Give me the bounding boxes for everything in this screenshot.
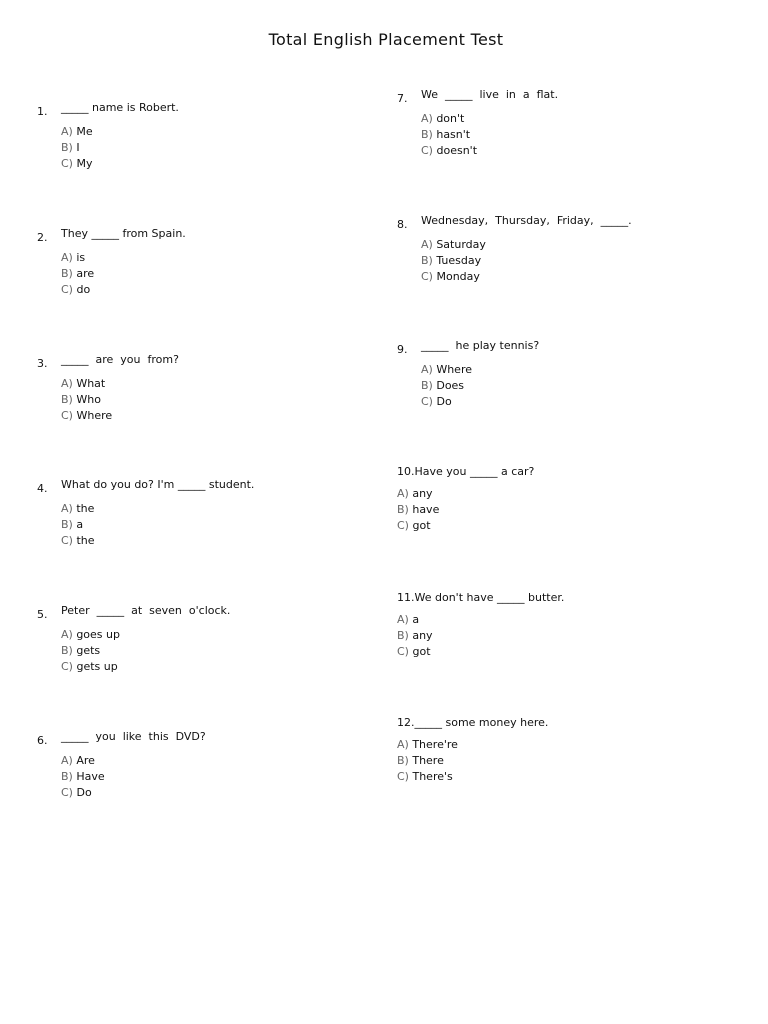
option-text: Me xyxy=(76,125,93,138)
answer-option-a[interactable] xyxy=(61,124,93,140)
option-text: Who xyxy=(76,393,101,406)
question-text: We don't have _____ butter. xyxy=(414,591,565,604)
option-text: a xyxy=(76,518,84,531)
option-letter: B) xyxy=(397,629,409,642)
page-title: Total English Placement Test xyxy=(268,30,504,49)
option-text: doesn't xyxy=(436,144,478,157)
question-text: Wednesday, Thursday, Friday, _____. xyxy=(421,214,632,227)
answer-options xyxy=(61,627,120,675)
question-number: 11. xyxy=(397,591,415,604)
answer-option-c[interactable] xyxy=(61,156,93,172)
answer-options xyxy=(421,111,477,159)
answer-options xyxy=(397,612,433,660)
answer-option-b[interactable] xyxy=(61,769,105,785)
answer-option-b[interactable] xyxy=(397,753,458,769)
option-text: gets xyxy=(76,644,101,657)
option-text: My xyxy=(76,157,93,170)
option-letter: B) xyxy=(61,141,73,154)
answer-option-b[interactable] xyxy=(61,140,93,156)
answer-option-a[interactable] xyxy=(61,376,112,392)
answer-options xyxy=(421,362,472,410)
option-text: the xyxy=(76,534,95,547)
question-text: Have you _____ a car? xyxy=(414,465,535,478)
option-letter: C) xyxy=(61,660,73,673)
option-letter: C) xyxy=(61,786,73,799)
option-letter: A) xyxy=(421,238,433,251)
option-text: have xyxy=(412,503,440,516)
answer-option-c[interactable] xyxy=(421,269,486,285)
option-text: I xyxy=(76,141,80,154)
question-text: _____ name is Robert. xyxy=(61,101,179,114)
option-text: Where xyxy=(76,409,113,422)
option-text: is xyxy=(76,251,86,264)
option-text: gets up xyxy=(76,660,118,673)
option-letter: A) xyxy=(61,377,73,390)
answer-option-a[interactable] xyxy=(421,111,477,127)
option-letter: A) xyxy=(61,628,73,641)
option-letter: B) xyxy=(61,770,73,783)
option-text: Saturday xyxy=(436,238,486,251)
answer-option-a[interactable] xyxy=(397,612,433,628)
option-text: Do xyxy=(436,395,452,408)
answer-option-b[interactable] xyxy=(61,517,95,533)
option-text: the xyxy=(76,502,95,515)
option-letter: A) xyxy=(397,738,409,751)
answer-option-c[interactable] xyxy=(61,659,120,675)
option-letter: A) xyxy=(61,502,73,515)
answer-option-b[interactable] xyxy=(61,643,120,659)
option-text: What xyxy=(76,377,106,390)
answer-option-c[interactable] xyxy=(397,518,439,534)
option-letter: B) xyxy=(421,379,433,392)
option-letter: A) xyxy=(61,251,73,264)
option-text: Do xyxy=(76,786,92,799)
question-number: 6. xyxy=(37,734,48,747)
option-letter: A) xyxy=(61,754,73,767)
option-text: There's xyxy=(412,770,453,783)
option-text: a xyxy=(412,613,420,626)
option-letter: C) xyxy=(61,534,73,547)
question-text: _____ are you from? xyxy=(61,353,179,366)
question-number: 3. xyxy=(37,357,48,370)
answer-option-c[interactable] xyxy=(397,769,458,785)
question-text: They _____ from Spain. xyxy=(61,227,186,240)
question-number: 2. xyxy=(37,231,48,244)
answer-option-a[interactable] xyxy=(61,753,105,769)
answer-option-a[interactable] xyxy=(61,501,95,517)
option-letter: B) xyxy=(397,754,409,767)
option-text: any xyxy=(412,487,433,500)
answer-option-c[interactable] xyxy=(61,533,95,549)
option-letter: A) xyxy=(397,487,409,500)
answer-options xyxy=(397,486,439,534)
option-text: There're xyxy=(412,738,458,751)
option-text: Does xyxy=(436,379,465,392)
answer-options xyxy=(61,501,95,549)
answer-option-c[interactable] xyxy=(61,785,105,801)
answer-option-a[interactable] xyxy=(397,486,439,502)
option-letter: A) xyxy=(421,112,433,125)
option-text: Monday xyxy=(436,270,480,283)
answer-options xyxy=(61,250,94,298)
option-letter: C) xyxy=(421,144,433,157)
question-number: 5. xyxy=(37,608,48,621)
option-text: Have xyxy=(76,770,105,783)
question-number: 12. xyxy=(397,716,415,729)
option-text: Tuesday xyxy=(436,254,482,267)
answer-options xyxy=(421,237,486,285)
answer-option-c[interactable] xyxy=(61,282,94,298)
answer-option-b[interactable] xyxy=(397,502,439,518)
option-text: don't xyxy=(436,112,465,125)
question-number: 10. xyxy=(397,465,415,478)
answer-option-b[interactable] xyxy=(61,266,94,282)
option-letter: A) xyxy=(397,613,409,626)
answer-option-a[interactable] xyxy=(61,250,94,266)
option-letter: C) xyxy=(61,157,73,170)
answer-options xyxy=(61,376,112,424)
option-letter: C) xyxy=(61,283,73,296)
option-text: Are xyxy=(76,754,95,767)
answer-option-c[interactable] xyxy=(397,644,433,660)
answer-option-c[interactable] xyxy=(61,408,112,424)
question-number: 7. xyxy=(397,92,408,105)
option-text: got xyxy=(412,519,431,532)
answer-option-c[interactable] xyxy=(421,143,477,159)
option-letter: B) xyxy=(61,393,73,406)
option-letter: B) xyxy=(61,644,73,657)
answer-options xyxy=(61,753,105,801)
question-number: 8. xyxy=(397,218,408,231)
question-text: _____ he play tennis? xyxy=(421,339,540,352)
question-number: 1. xyxy=(37,105,48,118)
option-text: got xyxy=(412,645,431,658)
question-number: 4. xyxy=(37,482,48,495)
question-text: _____ you like this DVD? xyxy=(61,730,206,743)
option-letter: C) xyxy=(61,409,73,422)
question-text: What do you do? I'm _____ student. xyxy=(61,478,255,491)
option-text: There xyxy=(412,754,444,767)
option-letter: B) xyxy=(61,267,73,280)
option-letter: B) xyxy=(421,128,433,141)
answer-option-b[interactable] xyxy=(421,253,486,269)
answer-options xyxy=(397,737,458,785)
answer-option-b[interactable] xyxy=(61,392,112,408)
option-text: any xyxy=(412,629,433,642)
option-letter: B) xyxy=(397,503,409,516)
answer-option-b[interactable] xyxy=(421,127,477,143)
answer-option-c[interactable] xyxy=(421,394,472,410)
option-letter: C) xyxy=(421,395,433,408)
option-text: Where xyxy=(436,363,472,376)
answer-option-a[interactable] xyxy=(421,237,486,253)
option-letter: C) xyxy=(397,645,409,658)
option-text: are xyxy=(76,267,95,280)
option-letter: A) xyxy=(421,363,433,376)
option-letter: B) xyxy=(61,518,73,531)
option-letter: A) xyxy=(61,125,73,138)
option-text: hasn't xyxy=(436,128,471,141)
answer-option-a[interactable] xyxy=(421,362,472,378)
option-letter: B) xyxy=(421,254,433,267)
option-letter: C) xyxy=(397,519,409,532)
option-letter: C) xyxy=(421,270,433,283)
answer-options xyxy=(61,124,93,172)
question-number: 9. xyxy=(397,343,408,356)
option-letter: C) xyxy=(397,770,409,783)
option-text: goes up xyxy=(76,628,120,641)
question-text: We _____ live in a flat. xyxy=(421,88,559,101)
answer-option-a[interactable] xyxy=(61,627,120,643)
question-text: Peter _____ at seven o'clock. xyxy=(61,604,231,617)
answer-option-a[interactable] xyxy=(397,737,458,753)
option-text: do xyxy=(76,283,91,296)
question-text: _____ some money here. xyxy=(414,716,549,729)
answer-option-b[interactable] xyxy=(397,628,433,644)
answer-option-b[interactable] xyxy=(421,378,472,394)
